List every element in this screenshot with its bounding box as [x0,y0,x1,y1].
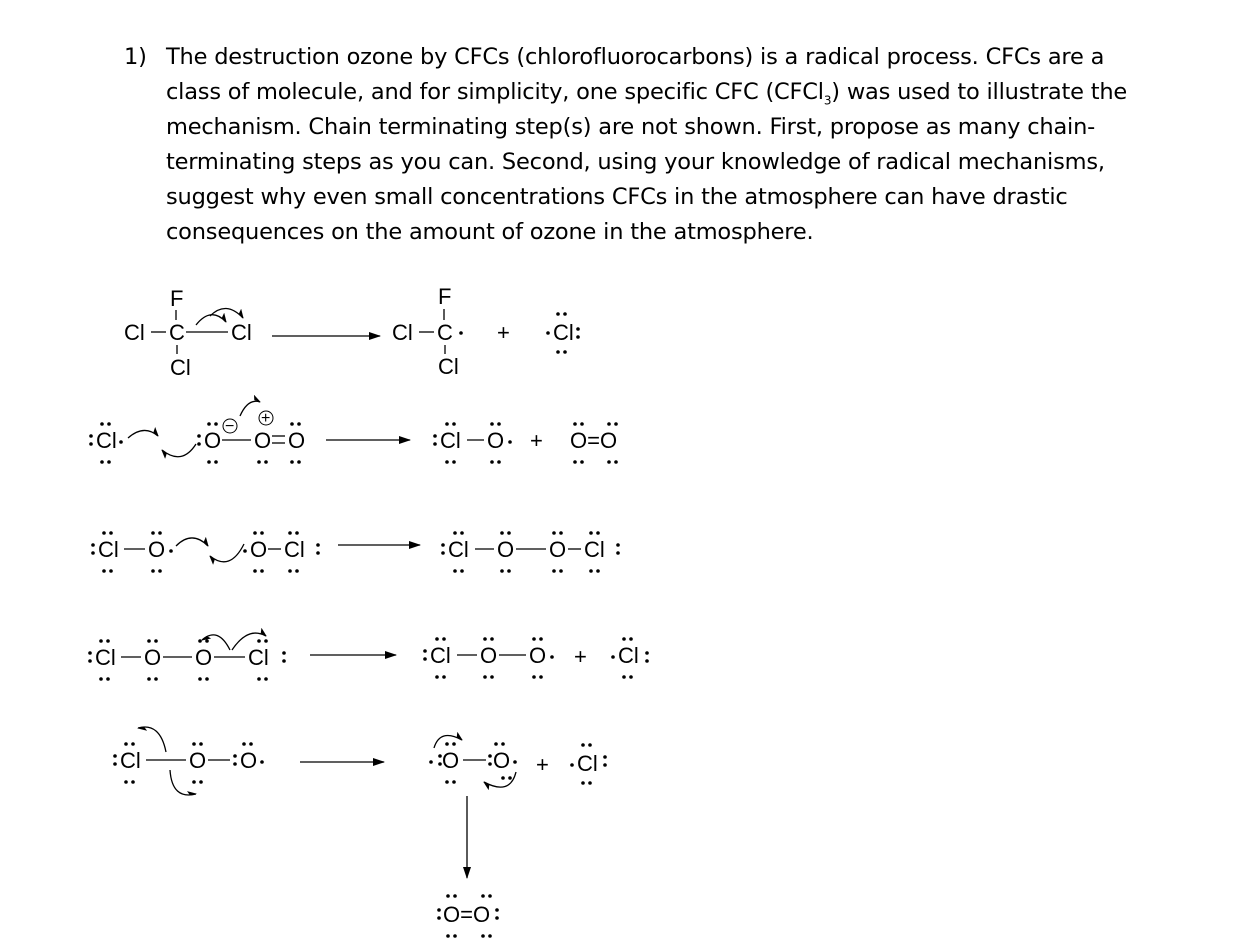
lone-pair-dot [507,569,511,573]
atom-o: O [480,643,498,668]
fishhook-arrow [484,772,516,787]
lone-pair-dot [147,639,151,643]
lone-pair-dot [290,422,294,426]
lone-pair-dot [147,677,151,681]
atom-o: O [442,748,460,773]
lone-pair-dot [199,780,203,784]
lone-pair-dot [452,422,456,426]
atom-o: O [254,428,272,453]
fishhook-arrow [138,727,166,752]
fishhook-arrow [176,538,208,546]
plus-sign: + [574,644,587,669]
lone-pair-dot [151,569,155,573]
lone-pair-dot [490,637,494,641]
atom-cl: Cl [430,643,451,668]
lone-pair-dot [257,639,261,643]
lone-pair-dot [539,675,543,679]
radical-dot [513,760,517,764]
lone-pair-dot [124,742,128,746]
lone-pair-dot [607,422,611,426]
fishhook-arrow [162,444,196,457]
lone-pair-dot [616,543,620,547]
question-number: 1) [124,44,147,70]
lone-pair-dot [559,569,563,573]
lone-pair-dot [288,569,292,573]
lone-pair-dot [629,675,633,679]
lone-pair-dot [113,754,117,758]
fishhook-arrow [210,308,243,318]
lone-pair-dot [207,422,211,426]
lone-pair-dot [253,569,257,573]
atom-cl: Cl [440,428,461,453]
radical-dot [546,331,550,335]
radical-dot [119,440,123,444]
lone-pair-dot [198,639,202,643]
atom-c: C [169,320,185,345]
radical-dot [459,331,463,335]
atom-cl: Cl [95,645,116,670]
lone-pair-dot [616,551,620,555]
lone-pair-dot [423,649,427,653]
lone-pair-dot [264,639,268,643]
step-1 [124,284,580,380]
radical-dot [611,655,615,659]
question-subscript: 3 [823,93,832,108]
lone-pair-dot [199,742,203,746]
atom-cl: Cl [120,748,141,773]
lone-pair-dot [433,442,437,446]
lone-pair-dot [452,780,456,784]
lone-pair-dot [576,335,580,339]
lone-pair-dot [497,422,501,426]
plus-sign: + [530,428,543,453]
lone-pair-dot [573,460,577,464]
lone-pair-dot [131,742,135,746]
lone-pair-dot [264,677,268,681]
lone-pair-dot [295,569,299,573]
lone-pair-dot [100,460,104,464]
lone-pair-dot [288,531,292,535]
lone-pair-dot [435,637,439,641]
oxygen-molecule: O=O [570,428,618,453]
fishhook-arrow [210,544,244,562]
lone-pair-dot [645,651,649,655]
lone-pair-dot [645,659,649,663]
question-text-part1: The destruction ozone by CFCs (chlorofluorocarbons) is a radical process. CFCs are a class of molecule, and for simplicity, one specific CFC (CFCl [166,44,1105,105]
lone-pair-dot [158,569,162,573]
lone-pair-dot [197,434,201,438]
lone-pair-dot [446,934,450,938]
atom-o: O [493,748,511,773]
lone-pair-dot [99,639,103,643]
lone-pair-dot [508,776,512,780]
lone-pair-dot [214,460,218,464]
lone-pair-dot [483,675,487,679]
atom-cl: Cl [577,751,598,776]
lone-pair-dot [88,651,92,655]
lone-pair-dot [581,743,585,747]
atom-o: O [250,537,268,562]
lone-pair-dot [242,742,246,746]
fishhook-arrow [128,430,158,438]
lone-pair-dot [460,531,464,535]
lone-pair-dot [154,677,158,681]
lone-pair-dot [490,422,494,426]
atom-cl: Cl [231,320,252,345]
lone-pair-dot [453,934,457,938]
lone-pair-dot [107,422,111,426]
step-3 [91,531,620,573]
lone-pair-dot [433,434,437,438]
lone-pair-dot [192,780,196,784]
lone-pair-dot [151,531,155,535]
oxygen-molecule: O=O [443,902,491,927]
lone-pair-dot [556,350,560,354]
lone-pair-dot [205,639,209,643]
atom-cl: Cl [584,537,605,562]
lone-pair-dot [88,659,92,663]
atom-cl: Cl [618,643,639,668]
lone-pair-dot [89,442,93,446]
atom-o: O [195,645,213,670]
lone-pair-dot [532,637,536,641]
question-text-part2: ) was used to illustrate the mechanism. Chain terminating step(s) are not shown. First, propose as many chain-terminating steps as you can. Second, using your knowledge of radical mechanisms, suggest why even small concentrations CFCs in the atmosphere can have drastic consequences on the amount of ozone in the atmosphere. [166,79,1128,245]
lone-pair-dot [437,908,441,912]
step-5 [113,727,607,938]
lone-pair-dot [297,460,301,464]
lone-pair-dot [580,460,584,464]
lone-pair-dot [481,934,485,938]
lone-pair-dot [113,762,117,766]
lone-pair-dot [481,894,485,898]
lone-pair-dot [446,894,450,898]
lone-pair-dot [490,675,494,679]
lone-pair-dot [573,422,577,426]
lone-pair-dot [501,776,505,780]
lone-pair-dot [460,569,464,573]
atom-f: F [170,286,184,311]
atom-o: O [240,748,258,773]
lone-pair-dot [488,934,492,938]
lone-pair-dot [109,569,113,573]
radical-dot [243,549,247,553]
lone-pair-dot [154,639,158,643]
atom-cl: Cl [392,320,413,345]
lone-pair-dot [488,762,492,766]
lone-pair-dot [282,651,286,655]
lone-pair-dot [131,780,135,784]
atom-c: C [437,320,453,345]
atom-o: O [204,428,222,453]
lone-pair-dot [563,312,567,316]
lone-pair-dot [442,637,446,641]
lone-pair-dot [192,742,196,746]
lone-pair-dot [109,531,113,535]
lone-pair-dot [102,569,106,573]
atom-cl: Cl [448,537,469,562]
lone-pair-dot [316,543,320,547]
lone-pair-dot [607,460,611,464]
atom-o: O [288,428,306,453]
lone-pair-dot [494,742,498,746]
radical-dot [429,760,433,764]
lone-pair-dot [89,434,93,438]
lone-pair-dot [559,531,563,535]
lone-pair-dot [500,531,504,535]
lone-pair-dot [500,569,504,573]
fishhook-arrow [196,315,226,325]
lone-pair-dot [198,677,202,681]
atom-cl: Cl [96,428,117,453]
lone-pair-dot [102,531,106,535]
radical-dot [508,440,512,444]
lone-pair-dot [614,422,618,426]
lone-pair-dot [107,460,111,464]
lone-pair-dot [589,569,593,573]
lone-pair-dot [249,742,253,746]
atom-cl: Cl [553,320,574,345]
radical-dot [550,655,554,659]
lone-pair-dot [290,460,294,464]
lone-pair-dot [423,657,427,661]
lone-pair-dot [453,569,457,573]
lone-pair-dot [445,780,449,784]
lone-pair-dot [453,531,457,535]
lone-pair-dot [197,442,201,446]
lone-pair-dot [260,531,264,535]
lone-pair-dot [445,422,449,426]
lone-pair-dot [106,677,110,681]
lone-pair-dot [614,460,618,464]
lone-pair-dot [603,763,607,767]
lone-pair-dot [441,551,445,555]
lone-pair-dot [257,677,261,681]
lone-pair-dot [576,327,580,331]
lone-pair-dot [282,659,286,663]
lone-pair-dot [488,754,492,758]
step-2 [89,401,618,464]
lone-pair-dot [495,908,499,912]
lone-pair-dot [488,894,492,898]
charge-minus: − [225,418,235,435]
lone-pair-dot [532,675,536,679]
lone-pair-dot [106,639,110,643]
lone-pair-dot [437,916,441,920]
lone-pair-dot [556,312,560,316]
atom-o: O [549,537,567,562]
lone-pair-dot [316,551,320,555]
lone-pair-dot [588,743,592,747]
lone-pair-dot [445,742,449,746]
lone-pair-dot [596,569,600,573]
radical-dot [169,549,173,553]
lone-pair-dot [441,543,445,547]
radical-dot [570,763,574,767]
lone-pair-dot [435,675,439,679]
plus-sign: + [497,320,510,345]
lone-pair-dot [205,677,209,681]
lone-pair-dot [91,551,95,555]
lone-pair-dot [507,531,511,535]
atom-cl: Cl [284,537,305,562]
lone-pair-dot [495,916,499,920]
lone-pair-dot [603,755,607,759]
lone-pair-dot [483,637,487,641]
lone-pair-dot [452,460,456,464]
lone-pair-dot [552,531,556,535]
lone-pair-dot [490,460,494,464]
lone-pair-dot [596,531,600,535]
atom-f: F [438,284,452,309]
atom-o: O [189,748,207,773]
lone-pair-dot [622,675,626,679]
atom-o: O [148,537,166,562]
lone-pair-dot [580,422,584,426]
lone-pair-dot [501,742,505,746]
lone-pair-dot [91,543,95,547]
fishhook-arrow [434,736,462,749]
lone-pair-dot [453,894,457,898]
lone-pair-dot [124,780,128,784]
lone-pair-dot [264,460,268,464]
atom-cl: Cl [124,320,145,345]
charge-plus: + [261,410,271,427]
lone-pair-dot [497,460,501,464]
lone-pair-dot [233,762,237,766]
lone-pair-dot [233,754,237,758]
lone-pair-dot [295,531,299,535]
fishhook-arrow [240,401,260,416]
lone-pair-dot [452,742,456,746]
lone-pair-dot [158,531,162,535]
lone-pair-dot [253,531,257,535]
atom-o: O [497,537,515,562]
lone-pair-dot [629,637,633,641]
atom-o: O [529,643,547,668]
lone-pair-dot [622,637,626,641]
fishhook-arrow [170,770,196,795]
lone-pair-dot [588,781,592,785]
plus-sign: + [536,752,549,777]
atom-cl: Cl [248,645,269,670]
lone-pair-dot [589,531,593,535]
atom-cl: Cl [98,537,119,562]
lone-pair-dot [445,460,449,464]
step-4 [88,633,649,681]
lone-pair-dot [214,422,218,426]
lone-pair-dot [552,569,556,573]
radical-dot [260,760,264,764]
lone-pair-dot [297,422,301,426]
atom-o: O [144,645,162,670]
lone-pair-dot [539,637,543,641]
lone-pair-dot [99,677,103,681]
lone-pair-dot [100,422,104,426]
lone-pair-dot [257,460,261,464]
atom-o: O [487,428,505,453]
lone-pair-dot [581,781,585,785]
lone-pair-dot [563,350,567,354]
lone-pair-dot [207,460,211,464]
atom-cl: Cl [170,355,191,380]
lone-pair-dot [442,675,446,679]
atom-cl: Cl [438,354,459,379]
lone-pair-dot [260,569,264,573]
